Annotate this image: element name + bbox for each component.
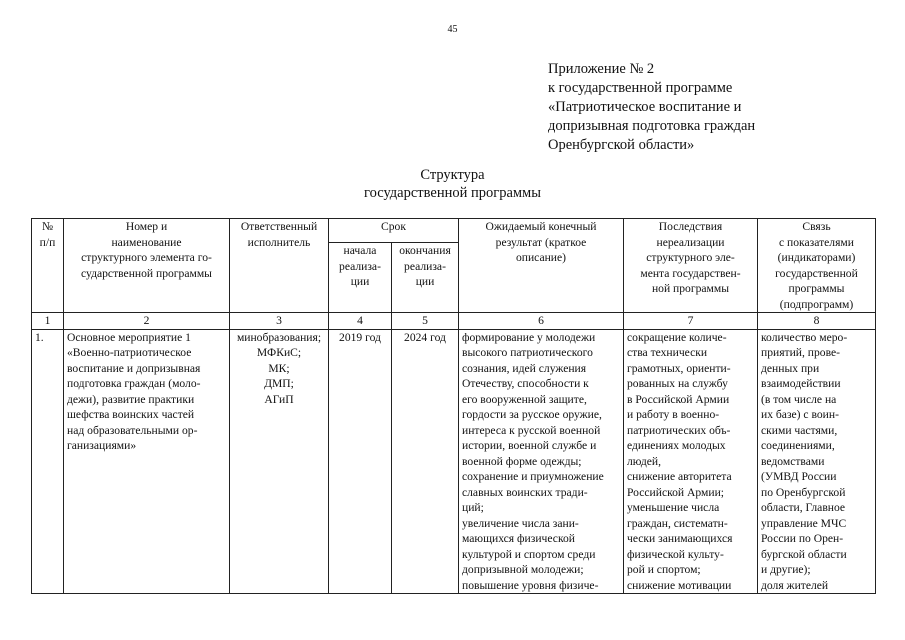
- text-line: гордости за русское оружие,: [462, 408, 602, 421]
- text-line: воспитание и допризывная: [67, 361, 201, 375]
- appendix-block: [548, 60, 755, 155]
- column-number: 5: [392, 313, 459, 330]
- text-line: над образовательными ор-: [67, 423, 198, 437]
- text-line: уменьшение числа: [627, 501, 720, 514]
- header-line: описание): [515, 251, 567, 264]
- header-line: реализа-: [339, 259, 381, 273]
- text-line: ства технически: [627, 346, 708, 359]
- appendix-line: Приложение № 2: [548, 61, 655, 77]
- text-line: России по Орен-: [761, 532, 844, 545]
- header-period: Срок: [329, 219, 459, 243]
- text-line: повышение уровня физиче-: [462, 578, 599, 592]
- structure-table: [31, 218, 876, 594]
- header-line: ции: [415, 275, 435, 289]
- header-line: исполнитель: [247, 235, 311, 249]
- title-line: государственной программы: [364, 185, 541, 201]
- header-line: Ожидаемый конечный: [485, 220, 597, 233]
- column-number: 8: [758, 313, 876, 330]
- text-line: бургской области: [761, 547, 847, 561]
- header-line: Ответственный: [240, 220, 318, 233]
- text-line: доля жителей: [761, 578, 829, 592]
- header-line: структурного элемента го-: [81, 251, 212, 264]
- text-line: подготовка граждан (моло-: [67, 377, 201, 390]
- header-line: Связь: [802, 220, 831, 233]
- header-line: ной программы: [651, 282, 730, 295]
- header-line: №: [41, 220, 54, 233]
- text-line: военной форме одежды;: [462, 454, 582, 468]
- text-line: физической культу-: [627, 547, 724, 561]
- column-number: 2: [64, 313, 230, 330]
- text-line: сознания, идей служения: [462, 361, 587, 375]
- page-number: 45: [447, 24, 458, 35]
- text-line: денных при: [761, 361, 820, 375]
- header-line: с показателями: [779, 235, 854, 249]
- header-link: [758, 219, 876, 313]
- text-line: и другие);: [761, 563, 811, 576]
- text-line: Российской Армии;: [627, 485, 724, 499]
- text-line: дежи), развитие практики: [67, 392, 195, 406]
- header-executor: [230, 219, 329, 313]
- text-line: сохранение и приумножение: [462, 470, 604, 483]
- column-number: 4: [329, 313, 392, 330]
- column-number: 3: [230, 313, 329, 330]
- text-line: чески занимающихся: [627, 532, 733, 545]
- text-line: взаимодействии: [761, 377, 841, 390]
- text-line: славных воинских тради-: [462, 485, 588, 499]
- appendix-line: Оренбургской области»: [548, 137, 695, 153]
- text-line: допризывной молодежи;: [462, 563, 584, 576]
- text-line: МФКиС;: [256, 346, 302, 359]
- text-line: соединениями,: [761, 439, 835, 452]
- cell-end: 2024 год: [392, 329, 459, 594]
- text-line: (в том числе на: [761, 392, 837, 406]
- column-number-row: [32, 313, 876, 330]
- column-number: 1: [32, 313, 64, 330]
- header-line: реализа-: [404, 259, 446, 273]
- header-result: [459, 219, 624, 313]
- text-line: истории, военной службе и: [462, 439, 597, 452]
- header-line: мента государствен-: [640, 266, 741, 280]
- text-line: единениях молодых: [627, 439, 726, 452]
- text-line: АГиП: [264, 392, 294, 406]
- header-row: [32, 219, 876, 243]
- text-line: ДМП;: [264, 377, 294, 390]
- header-line: (подпрограмм): [779, 297, 854, 311]
- text-line: снижение авторитета: [627, 470, 732, 483]
- text-line: людей,: [627, 454, 662, 468]
- header-name: [64, 219, 230, 313]
- text-line: «Военно-патриотическое: [67, 346, 192, 359]
- header-line: Последствия: [658, 220, 723, 233]
- text-line: формирование у молодежи: [462, 330, 596, 344]
- text-line: Отечеству, способности к: [462, 377, 589, 390]
- header-line: государственной: [775, 266, 858, 280]
- header-line: сударственной программы: [81, 266, 212, 280]
- cell-consequences: [624, 329, 758, 594]
- text-line: патриотических объ-: [627, 423, 731, 437]
- appendix-line: допризывная подготовка граждан: [548, 118, 756, 134]
- text-line: граждан, систематн-: [627, 516, 728, 530]
- header-no: [32, 219, 64, 313]
- header-consequences: [624, 219, 758, 313]
- column-number: 6: [459, 313, 624, 330]
- text-line: культурой и спортом среди: [462, 547, 596, 561]
- appendix-line: к государственной программе: [548, 80, 733, 96]
- cell-link: [758, 329, 876, 594]
- header-line: результат (краткое: [495, 235, 587, 249]
- header-line: ции: [350, 275, 370, 289]
- text-line: управление МЧС: [761, 516, 847, 530]
- header-line: Номер и: [125, 220, 168, 233]
- cell-name: [64, 329, 230, 594]
- text-line: по Оренбургской: [761, 485, 846, 499]
- text-line: высокого патриотического: [462, 346, 593, 359]
- header-start: [329, 243, 392, 313]
- header-line: (индикаторами): [777, 251, 856, 264]
- text-line: минобразования;: [236, 330, 322, 344]
- text-line: грамотных, ориенти-: [627, 361, 731, 375]
- text-line: скими частями,: [761, 423, 838, 437]
- text-line: в Российской Армии: [627, 392, 730, 406]
- text-line: ций;: [462, 501, 484, 514]
- header-line: наименование: [111, 235, 182, 249]
- appendix-line: «Патриотическое воспитание и: [548, 99, 742, 115]
- text-line: интереса к русской военной: [462, 423, 601, 437]
- text-line: шефства воинских частей: [67, 408, 195, 421]
- text-line: мающихся физической: [462, 532, 575, 545]
- title-line: Структура: [420, 167, 485, 183]
- table-row: [32, 329, 876, 594]
- cell-executor: [230, 329, 329, 594]
- text-line: МК;: [268, 361, 290, 375]
- cell-no: 1.: [32, 329, 64, 594]
- text-line: его вооруженной защите,: [462, 392, 587, 406]
- header-line: п/п: [39, 235, 56, 249]
- text-line: рой и спортом;: [627, 563, 701, 576]
- text-line: Основное мероприятие 1: [67, 330, 191, 344]
- document-title: [0, 166, 905, 202]
- text-line: увеличение числа зани-: [462, 516, 579, 530]
- text-line: снижение мотивации: [627, 578, 732, 592]
- cell-result: [459, 329, 624, 594]
- column-number: 7: [624, 313, 758, 330]
- text-line: сокращение количе-: [627, 330, 727, 344]
- header-end: [392, 243, 459, 313]
- text-line: и работу в военно-: [627, 408, 720, 421]
- text-line: рованных на службу: [627, 377, 728, 390]
- text-line: количество меро-: [761, 330, 848, 344]
- text-line: ганизациями»: [67, 439, 137, 452]
- text-line: их базе) с воин-: [761, 408, 839, 421]
- cell-start: 2019 год: [329, 329, 392, 594]
- text-line: ведомствами: [761, 454, 825, 468]
- text-line: области, Главное: [761, 501, 846, 514]
- header-line: начала: [343, 244, 377, 258]
- text-line: приятий, прове-: [761, 346, 841, 359]
- header-line: окончания: [399, 244, 451, 258]
- text-line: (УМВД России: [761, 470, 837, 483]
- header-line: структурного эле-: [646, 251, 735, 264]
- header-line: нереализации: [656, 235, 725, 249]
- header-line: программы: [788, 282, 845, 295]
